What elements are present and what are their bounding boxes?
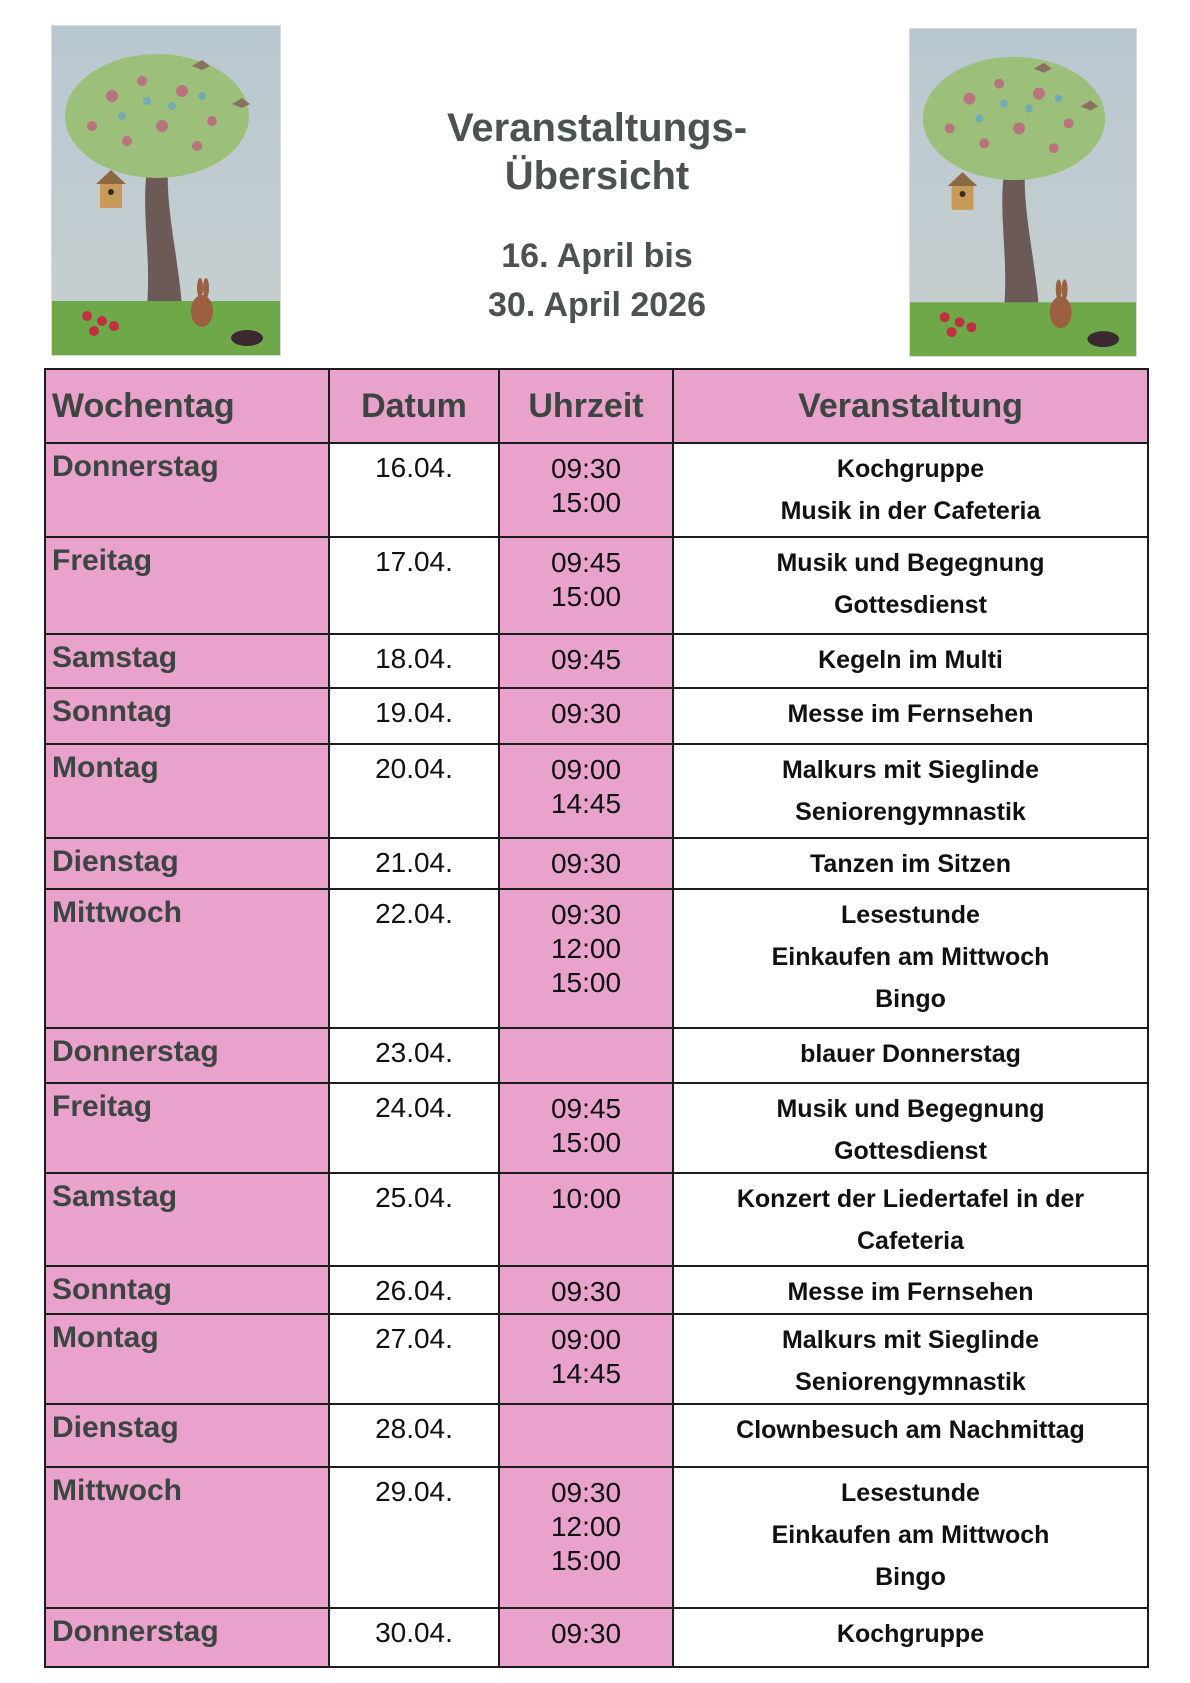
table-row <box>45 744 1148 838</box>
time-value: 14:45 <box>550 1358 622 1389</box>
event-name: Gottesdienst <box>834 591 987 619</box>
weekday-cell: Freitag <box>45 537 329 634</box>
event-name: Musik und Begegnung <box>776 549 1045 577</box>
date-range-line2: 30. April 2026 <box>488 286 706 324</box>
time-value: 09:30 <box>550 848 622 879</box>
spring-tree-painting-left <box>51 25 281 356</box>
event-name: Tanzen im Sitzen <box>810 850 1011 878</box>
time-value: 09:30 <box>550 1618 622 1649</box>
weekday-cell: Samstag <box>45 634 329 688</box>
event-name: Seniorengymnastik <box>795 798 1026 826</box>
date-cell: 25.04. <box>329 1173 499 1266</box>
event-name: Kochgruppe <box>836 1620 985 1648</box>
time-cell <box>499 889 673 1028</box>
event-cell <box>673 634 1148 688</box>
event-name: Messe im Fernsehen <box>787 700 1034 728</box>
table-row <box>45 1314 1148 1404</box>
table-row <box>45 1173 1148 1266</box>
event-name: Lesestunde <box>841 1479 980 1507</box>
event-cell <box>673 1404 1148 1467</box>
column-header-weekday: Wochentag <box>45 369 329 443</box>
date-cell: 19.04. <box>329 688 499 744</box>
time-value: 12:00 <box>550 933 622 964</box>
date-cell: 23.04. <box>329 1028 499 1083</box>
date-cell: 24.04. <box>329 1083 499 1173</box>
event-cell <box>673 1314 1148 1404</box>
weekday-cell: Sonntag <box>45 1266 329 1314</box>
time-cell <box>499 838 673 889</box>
event-name: Kegeln im Multi <box>818 646 1003 674</box>
time-cell <box>499 1467 673 1608</box>
page-title-line2: Übersicht <box>504 154 690 198</box>
time-value: 10:00 <box>550 1183 622 1214</box>
date-cell: 28.04. <box>329 1404 499 1467</box>
date-cell: 29.04. <box>329 1467 499 1608</box>
time-value: 09:30 <box>550 698 622 729</box>
weekday-cell: Mittwoch <box>45 1467 329 1608</box>
table-row <box>45 1028 1148 1083</box>
event-cell <box>673 744 1148 838</box>
event-name: Bingo <box>875 1563 946 1591</box>
time-value: 15:00 <box>550 1545 622 1576</box>
table-row <box>45 1467 1148 1608</box>
weekday-cell: Donnerstag <box>45 443 329 537</box>
date-cell: 18.04. <box>329 634 499 688</box>
column-header-date: Datum <box>329 369 499 443</box>
table-header-row <box>45 369 1148 443</box>
time-cell <box>499 1028 673 1083</box>
event-cell <box>673 1467 1148 1608</box>
tree-illustration-icon <box>52 26 280 355</box>
table-row <box>45 889 1148 1028</box>
table-row <box>45 1083 1148 1173</box>
event-cell <box>673 889 1148 1028</box>
event-cell <box>673 443 1148 537</box>
time-value: 09:00 <box>550 1324 622 1355</box>
time-cell <box>499 537 673 634</box>
event-name: Musik in der Cafeteria <box>780 497 1041 525</box>
event-name: Malkurs mit Sieglinde <box>781 1326 1039 1354</box>
event-name: Messe im Fernsehen <box>787 1278 1034 1306</box>
table-row <box>45 443 1148 537</box>
event-cell <box>673 537 1148 634</box>
event-name: Malkurs mit Sieglinde <box>781 756 1039 784</box>
date-cell: 20.04. <box>329 744 499 838</box>
event-name: Musik und Begegnung <box>776 1095 1045 1123</box>
time-value: 09:45 <box>550 644 622 675</box>
time-cell <box>499 688 673 744</box>
weekday-cell: Freitag <box>45 1083 329 1173</box>
table-row <box>45 537 1148 634</box>
event-name: Lesestunde <box>841 901 980 929</box>
spring-tree-painting-right <box>909 28 1137 357</box>
weekday-cell: Donnerstag <box>45 1028 329 1083</box>
time-cell <box>499 634 673 688</box>
weekday-cell: Samstag <box>45 1173 329 1266</box>
event-schedule-table <box>44 368 1149 1668</box>
event-cell <box>673 1083 1148 1173</box>
weekday-cell: Sonntag <box>45 688 329 744</box>
table-row <box>45 688 1148 744</box>
time-value: 15:00 <box>550 1127 622 1158</box>
event-name: Einkaufen am Mittwoch <box>771 943 1050 971</box>
date-cell: 30.04. <box>329 1608 499 1667</box>
date-range-line1: 16. April bis <box>501 237 693 275</box>
event-name: Konzert der Liedertafel in der <box>736 1185 1085 1213</box>
table-row <box>45 1608 1148 1667</box>
time-cell <box>499 1173 673 1266</box>
time-value: 14:45 <box>550 788 622 819</box>
weekday-cell: Montag <box>45 744 329 838</box>
table-row <box>45 634 1148 688</box>
table-row <box>45 838 1148 889</box>
date-cell: 26.04. <box>329 1266 499 1314</box>
time-cell <box>499 443 673 537</box>
weekday-cell: Dienstag <box>45 838 329 889</box>
event-name: Kochgruppe <box>836 455 985 483</box>
weekday-cell: Donnerstag <box>45 1608 329 1667</box>
time-cell <box>499 1314 673 1404</box>
event-cell <box>673 1266 1148 1314</box>
time-value: 15:00 <box>550 487 622 518</box>
event-name: Gottesdienst <box>834 1137 987 1165</box>
date-cell: 22.04. <box>329 889 499 1028</box>
weekday-cell: Dienstag <box>45 1404 329 1467</box>
event-cell <box>673 1028 1148 1083</box>
time-value: 09:00 <box>550 754 622 785</box>
weekday-cell: Montag <box>45 1314 329 1404</box>
time-cell <box>499 1608 673 1667</box>
time-cell <box>499 1083 673 1173</box>
page-title-line1: Veranstaltungs- <box>446 106 748 150</box>
time-value: 09:30 <box>550 1276 622 1307</box>
time-cell <box>499 1266 673 1314</box>
event-name: Bingo <box>875 985 946 1013</box>
date-cell: 27.04. <box>329 1314 499 1404</box>
time-value: 09:30 <box>550 899 622 930</box>
table-row <box>45 1266 1148 1314</box>
time-value: 09:30 <box>550 1477 622 1508</box>
time-value: 12:00 <box>550 1511 622 1542</box>
event-cell <box>673 688 1148 744</box>
table-row <box>45 1404 1148 1467</box>
event-name: Einkaufen am Mittwoch <box>771 1521 1050 1549</box>
event-name: Clownbesuch am Nachmittag <box>736 1416 1085 1444</box>
event-cell <box>673 1608 1148 1667</box>
date-cell: 17.04. <box>329 537 499 634</box>
event-name: Cafeteria <box>857 1227 964 1255</box>
time-value: 15:00 <box>550 967 622 998</box>
time-value: 09:45 <box>550 1093 622 1124</box>
date-cell: 21.04. <box>329 838 499 889</box>
time-value: 09:45 <box>550 547 622 578</box>
event-cell <box>673 1173 1148 1266</box>
event-name: Seniorengymnastik <box>795 1368 1026 1396</box>
event-name: blauer Donnerstag <box>800 1040 1021 1068</box>
date-cell: 16.04. <box>329 443 499 537</box>
time-cell <box>499 1404 673 1467</box>
tree-illustration-icon <box>910 29 1136 356</box>
column-header-event: Veranstaltung <box>673 369 1148 443</box>
event-cell <box>673 838 1148 889</box>
weekday-cell: Mittwoch <box>45 889 329 1028</box>
time-value: 09:30 <box>550 453 622 484</box>
time-cell <box>499 744 673 838</box>
column-header-time: Uhrzeit <box>499 369 673 443</box>
time-value: 15:00 <box>550 581 622 612</box>
